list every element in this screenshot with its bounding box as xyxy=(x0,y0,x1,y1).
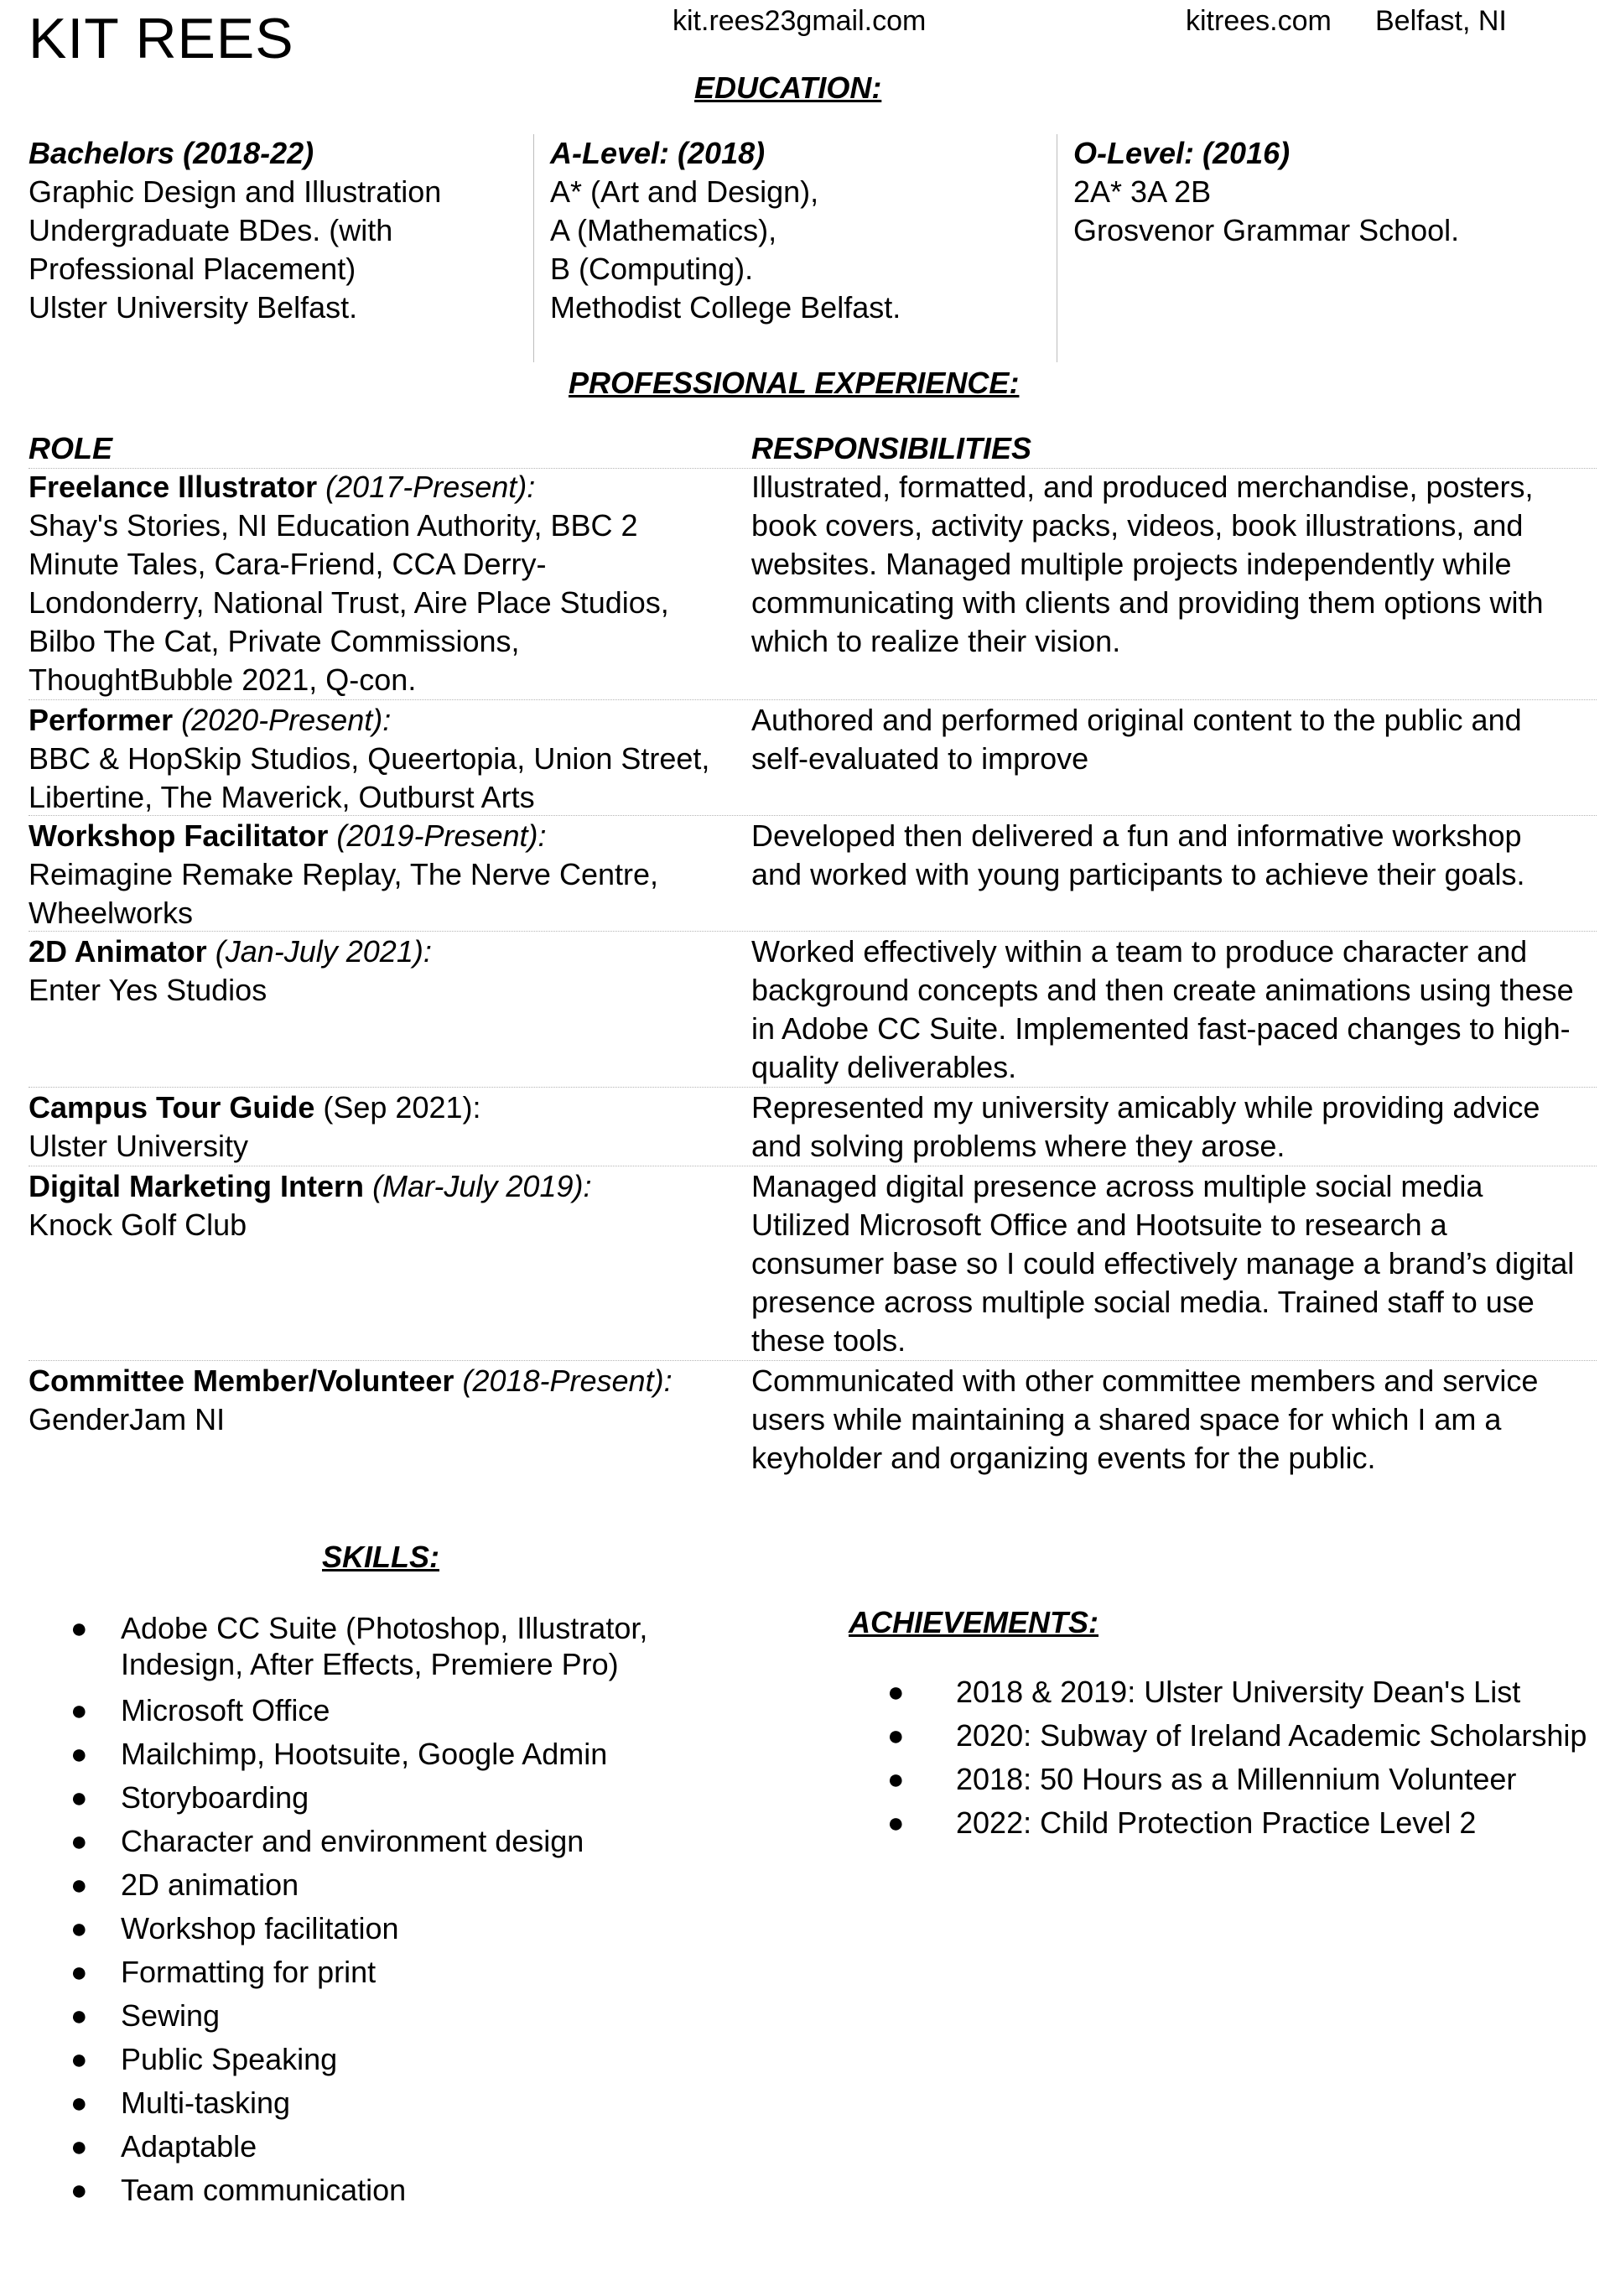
education-line: A (Mathematics), xyxy=(550,213,777,247)
education-column-alevel xyxy=(550,134,1053,327)
role-cell xyxy=(29,1362,741,1439)
achievements-list xyxy=(849,1670,1603,1845)
education-degree-heading: O-Level: (2016) xyxy=(1073,136,1291,170)
list-item: ● 2020: Subway of Ireland Academic Scholarship xyxy=(849,1714,1603,1758)
list-item: ● Adaptable xyxy=(29,2125,783,2169)
responsibility-line: consumer base so I could effectively manage a brand’s digital xyxy=(751,1246,1575,1280)
bullet-icon: ● xyxy=(70,1956,88,1988)
bullet-icon: ● xyxy=(887,1807,905,1839)
experience-heading: PROFESSIONAL EXPERIENCE: xyxy=(569,366,1020,400)
role-cell xyxy=(29,1167,741,1244)
list-item: ● Mailchimp, Hootsuite, Google Admin xyxy=(29,1732,783,1776)
responsibility-line: Managed digital presence across multiple social media xyxy=(751,1169,1483,1203)
contact-location: Belfast, NI xyxy=(1375,5,1507,37)
responsibility-cell xyxy=(751,817,1597,894)
list-item: ● Microsoft Office xyxy=(29,1689,783,1732)
list-item: ● 2022: Child Protection Practice Level 2 xyxy=(849,1801,1603,1845)
list-item: ● 2018 & 2019: Ulster University Dean's List xyxy=(849,1670,1603,1714)
bullet-icon: ● xyxy=(70,2000,88,2032)
education-degree-heading: A-Level: (2018) xyxy=(550,136,766,170)
role-dates: (2018-Present): xyxy=(462,1364,673,1398)
role-org-line: BBC & HopSkip Studios, Queertopia, Union Street, xyxy=(29,741,710,776)
responsibility-line: Developed then delivered a fun and informative workshop xyxy=(751,818,1522,853)
table-row xyxy=(29,1088,1597,1166)
role-org-line: Minute Tales, Cara-Friend, CCA Derry- xyxy=(29,547,547,581)
responsibility-line: keyholder and organizing events for the public. xyxy=(751,1441,1376,1475)
bullet-icon: ● xyxy=(887,1764,905,1795)
role-dates: (2019-Present): xyxy=(336,818,547,853)
role-title: Committee Member/Volunteer xyxy=(29,1364,454,1398)
bullet-icon: ● xyxy=(887,1720,905,1752)
role-org-line: Shay's Stories, NI Education Authority, BBC 2 xyxy=(29,508,638,543)
role-org-line: Knock Golf Club xyxy=(29,1208,247,1242)
bullet-icon: ● xyxy=(70,2087,88,2119)
bullet-icon: ● xyxy=(70,2131,88,2163)
responsibility-line: quality deliverables. xyxy=(751,1050,1017,1084)
responsibility-cell xyxy=(751,701,1597,778)
role-org-line: ThoughtBubble 2021, Q-con. xyxy=(29,662,417,697)
education-line: Undergraduate BDes. (with xyxy=(29,213,393,247)
role-title: Performer xyxy=(29,703,174,737)
contact-website: kitrees.com xyxy=(1186,5,1332,37)
bullet-icon: ● xyxy=(887,1676,905,1708)
table-row xyxy=(29,701,1597,816)
role-org-line: Libertine, The Maverick, Outburst Arts xyxy=(29,780,535,814)
responsibility-line: and solving problems where they arose. xyxy=(751,1129,1285,1163)
contact-email: kit.rees23gmail.com xyxy=(673,5,927,37)
responsibility-line: Represented my university amicably while providing advice xyxy=(751,1090,1540,1125)
bullet-icon: ● xyxy=(70,1613,88,1644)
bullet-icon: ● xyxy=(70,1826,88,1857)
role-cell xyxy=(29,701,741,817)
responsibility-line: these tools. xyxy=(751,1323,906,1358)
list-item: ● Workshop facilitation xyxy=(29,1907,783,1951)
responsibility-cell xyxy=(751,932,1597,1087)
experience-table-header xyxy=(29,429,1597,469)
education-heading: EDUCATION: xyxy=(694,70,882,105)
responsibility-line: book covers, activity packs, videos, book illustrations, and xyxy=(751,508,1524,543)
education-line: Methodist College Belfast. xyxy=(550,290,901,325)
education-column-olevel xyxy=(1073,134,1576,250)
list-item: ● Adobe CC Suite (Photoshop, Illustrator, xyxy=(29,1607,783,1650)
role-org-line: Londonderry, National Trust, Aire Place Studios, xyxy=(29,585,669,620)
skills-heading: SKILLS: xyxy=(322,1540,439,1574)
responsibility-line: presence across multiple social media. Trained staff to use xyxy=(751,1285,1535,1319)
bullet-icon: ● xyxy=(70,2174,88,2206)
role-title: Workshop Facilitator xyxy=(29,818,329,853)
education-line: Professional Placement) xyxy=(29,252,356,286)
education-line: A* (Art and Design), xyxy=(550,174,819,209)
table-row xyxy=(29,1167,1597,1361)
responsibility-line: Authored and performed original content to the public and xyxy=(751,703,1522,737)
list-item: ● Multi-tasking xyxy=(29,2081,783,2125)
responsibility-line: Communicated with other committee members and service xyxy=(751,1364,1539,1398)
role-org-line: Wheelworks xyxy=(29,896,194,930)
list-item: ● 2018: 50 Hours as a Millennium Volunteer xyxy=(849,1758,1603,1801)
responsibilities-column-header: RESPONSIBILITIES xyxy=(751,431,1032,465)
responsibility-cell xyxy=(751,468,1597,661)
role-dates: (2017-Present): xyxy=(325,470,536,504)
role-org-line: Reimagine Remake Replay, The Nerve Centre, xyxy=(29,857,659,891)
role-org-line: Enter Yes Studios xyxy=(29,973,267,1007)
list-item: ● 2D animation xyxy=(29,1863,783,1907)
list-item-continuation: Indesign, After Effects, Premiere Pro) xyxy=(121,1647,619,1681)
role-column-header: ROLE xyxy=(29,431,113,465)
role-title: Freelance Illustrator xyxy=(29,470,318,504)
role-cell xyxy=(29,468,741,699)
role-dates: (Sep 2021): xyxy=(323,1090,481,1125)
responsibility-line: Worked effectively within a team to produce character and xyxy=(751,934,1528,969)
table-row xyxy=(29,1362,1597,1479)
list-item: ● Formatting for print xyxy=(29,1951,783,1994)
responsibility-line: communicating with clients and providing them options with xyxy=(751,585,1544,620)
responsibility-line: which to realize their vision. xyxy=(751,624,1121,658)
role-cell xyxy=(29,1088,741,1166)
bullet-icon: ● xyxy=(70,1869,88,1901)
achievements-heading: ACHIEVEMENTS: xyxy=(849,1605,1099,1639)
table-row xyxy=(29,932,1597,1088)
role-title: Campus Tour Guide xyxy=(29,1090,315,1125)
responsibility-line: self-evaluated to improve xyxy=(751,741,1089,776)
list-item: ● Storyboarding xyxy=(29,1776,783,1820)
responsibility-line: users while maintaining a shared space for which I am a xyxy=(751,1402,1502,1436)
responsibility-line: background concepts and then create animations using these xyxy=(751,973,1574,1007)
responsibility-cell xyxy=(751,1167,1597,1360)
responsibility-line: websites. Managed multiple projects independently while xyxy=(751,547,1512,581)
responsibility-line: and worked with young participants to achieve their goals. xyxy=(751,857,1525,891)
role-org-line: Bilbo The Cat, Private Commissions, xyxy=(29,624,520,658)
bullet-icon: ● xyxy=(70,1738,88,1770)
education-line: B (Computing). xyxy=(550,252,754,286)
bullet-icon: ● xyxy=(70,2044,88,2075)
responsibility-line: Illustrated, formatted, and produced merchandise, posters, xyxy=(751,470,1534,504)
role-org-line: GenderJam NI xyxy=(29,1402,226,1436)
role-dates: (Jan-July 2021): xyxy=(215,934,432,969)
education-line: Ulster University Belfast. xyxy=(29,290,358,325)
table-row xyxy=(29,468,1597,700)
role-cell xyxy=(29,932,741,1010)
education-line: Grosvenor Grammar School. xyxy=(1073,213,1460,247)
responsibility-line: Utilized Microsoft Office and Hootsuite to research a xyxy=(751,1208,1447,1242)
role-title: Digital Marketing Intern xyxy=(29,1169,365,1203)
role-title: 2D Animator xyxy=(29,934,207,969)
responsibility-line: in Adobe CC Suite. Implemented fast-paced changes to high- xyxy=(751,1011,1571,1046)
bullet-icon: ● xyxy=(70,1782,88,1814)
education-line: 2A* 3A 2B xyxy=(1073,174,1212,209)
responsibility-cell xyxy=(751,1362,1597,1478)
responsibility-cell xyxy=(751,1088,1597,1166)
column-divider xyxy=(533,134,534,362)
education-line: Graphic Design and Illustration xyxy=(29,174,442,209)
role-cell xyxy=(29,817,741,932)
bullet-icon: ● xyxy=(70,1913,88,1945)
list-item: ● Team communication xyxy=(29,2169,783,2212)
skills-list xyxy=(29,1607,783,2212)
table-row xyxy=(29,817,1597,932)
list-item: ● Sewing xyxy=(29,1994,783,2038)
list-item: ● Public Speaking xyxy=(29,2038,783,2081)
role-org-line: Ulster University xyxy=(29,1129,249,1163)
education-column-bachelors xyxy=(29,134,532,327)
resume-name: KIT REES xyxy=(29,7,294,70)
role-dates: (2020-Present): xyxy=(181,703,392,737)
role-dates: (Mar-July 2019): xyxy=(372,1169,592,1203)
bullet-icon: ● xyxy=(70,1695,88,1727)
list-item: ● Character and environment design xyxy=(29,1820,783,1863)
education-degree-heading: Bachelors (2018-22) xyxy=(29,136,314,170)
